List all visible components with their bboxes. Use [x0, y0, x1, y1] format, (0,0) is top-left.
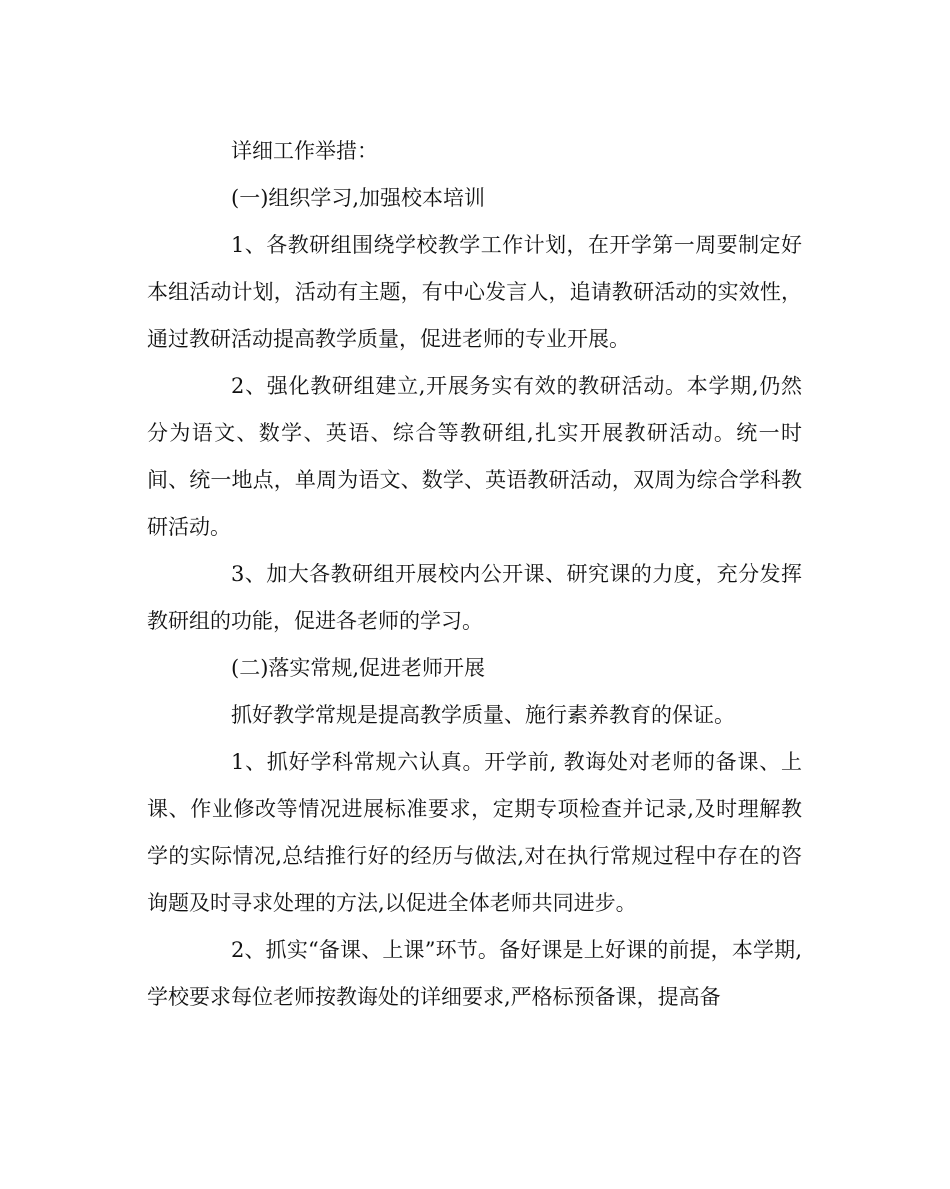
section-two-heading: (二)落实常规,促进老师开展 [231, 656, 486, 680]
paragraph-item-1: 1、各教研组围绕学校教学工作计划，在开学第一周要制定好本组活动计划，活动有主题，有中心发言人，追请教研活动的实效性，通过教研活动提高教学质量，促进老师的专业开展。 [147, 233, 802, 351]
paragraph-item-2: 2、强化教研组建立,开展务实有效的教研活动。本学期,仍然分为语文、数学、英语、综合等教研组,扎实开展教研活动。统一时间、统一地点，单周为语文、数学、英语教研活动，双周为综合学科教研活动。 [147, 374, 802, 539]
paragraph-item-3: 3、加大各教研组开展校内公开课、研究课的力度，充分发挥教研组的功能，促进各老师的学习。 [147, 562, 802, 633]
section-one-heading: (一)组织学习,加强校本培训 [231, 186, 486, 210]
paragraph-routine-1: 1、抓好学科常规六认真。开学前, 教诲处对老师的备课、上课、作业修改等情况进展标准要求，定期专项检查并记录,及时理解教学的实际情况,总结推行好的经历与做法,对在执行常规过程中存在的咨询题及时寻求处理的方法,以促进全体老师共同进步。 [147, 750, 802, 915]
document-body [147, 128, 802, 1021]
paragraph-intro-routine: 抓好教学常规是提高教学质量、施行素养教育的保证。 [231, 703, 735, 727]
paragraph-routine-2: 2、抓实“备课、上课”环节。备好课是上好课的前提，本学期,学校要求每位老师按教诲处的详细要求,严格标预备课，提高备 [147, 938, 802, 1009]
section-intro-heading: 详细工作举措： [231, 139, 378, 163]
